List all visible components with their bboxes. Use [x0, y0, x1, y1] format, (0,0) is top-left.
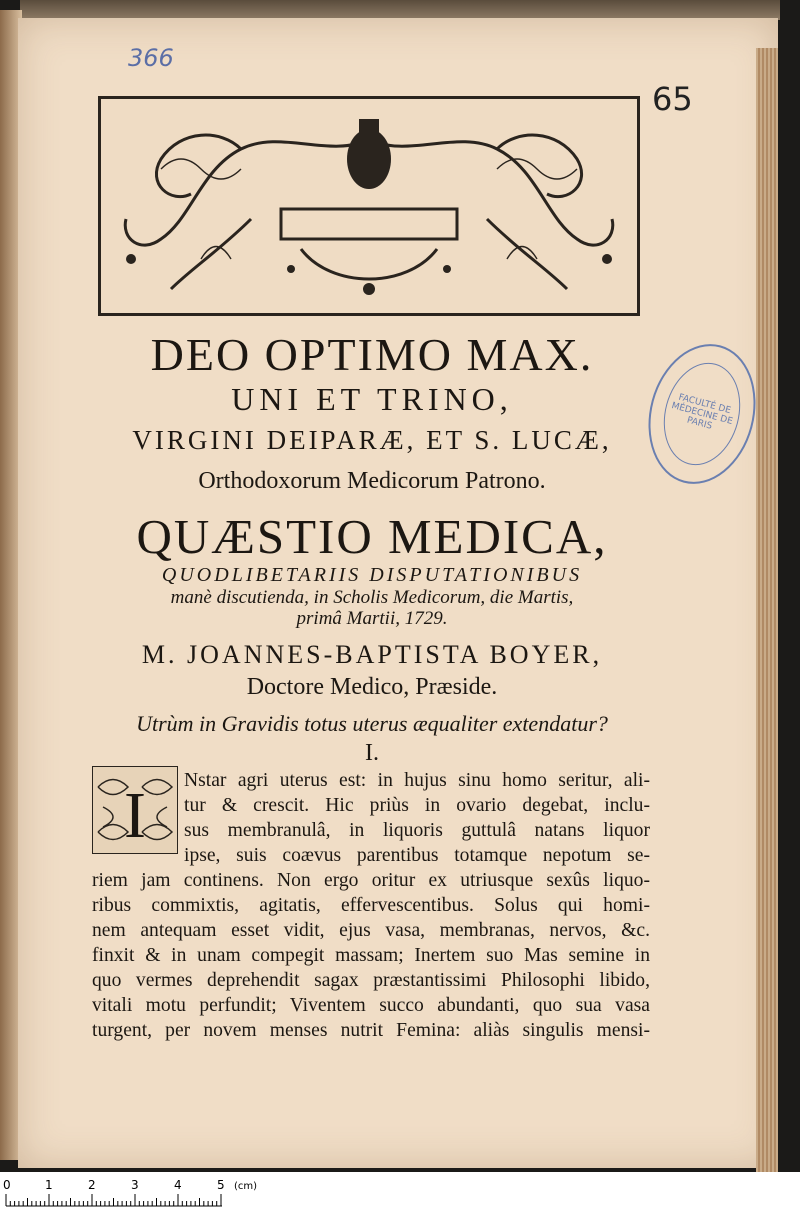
body-text-line: vitali motu perfundit; Viventem succo abundanti, quo sua vasa	[92, 995, 650, 1016]
dropcap-letter: I	[124, 779, 146, 852]
folio-annotation: 366	[128, 44, 174, 72]
body-text-line: Nstar agri uterus est: in hujus sinu homo seritur, ali-	[184, 770, 650, 791]
headpiece-ornament	[98, 96, 640, 316]
stamp-text: FACULTÉ DE MÉDECINE DE PARIS	[653, 354, 751, 474]
book-top-edge	[20, 0, 780, 20]
dedication-line-4: Orthodoxorum Medicorum Patrono.	[198, 468, 546, 494]
scale-ruler	[0, 1172, 800, 1215]
presider-title: Doctore Medico, Præside.	[246, 674, 498, 700]
ruler-label: 3	[131, 1178, 139, 1192]
body-text-line: quo vermes deprehendit sagax præstantissimi Philosophi libido,	[92, 970, 650, 991]
ruler-label: 1	[45, 1178, 53, 1192]
ruler-label: 2	[88, 1178, 96, 1192]
body-text-line: ipse, suis coævus parentibus totamque nepotum se-	[184, 845, 650, 866]
presider-name: M. JOANNES-BAPTISTA BOYER,	[141, 640, 603, 669]
dedication-line-3: VIRGINI DEIPARÆ, ET S. LUCÆ,	[132, 425, 612, 455]
subtitle-line-1: QUODLIBETARIIS DISPUTATIONIBUS	[161, 564, 583, 586]
body-text-line: finxit & in unam compegit massam; Inertem suo Mas semine in	[92, 945, 650, 966]
ruler-unit-label: (cm)	[234, 1181, 258, 1192]
ornament-engraving	[101, 99, 637, 313]
dedication-line-2: UNI ET TRINO,	[231, 381, 513, 417]
dedication-line-1: DEO OPTIMO MAX.	[150, 329, 594, 380]
document-title: QUÆSTIO MEDICA,	[136, 509, 608, 564]
body-text-line: nem antequam esset vidit, ejus vasa, membranas, nervos, &c.	[92, 920, 650, 941]
body-text-line: ribus commixtis, agitatis, effervescentibus. Solus qui homi-	[92, 895, 650, 916]
subtitle-line-2: manè discutienda, in Scholis Medicorum, die Martis,	[170, 587, 574, 608]
body-text-line: sus membranulâ, in liquoris guttulâ natans liquor	[184, 820, 650, 841]
question-heading: Utrùm in Gravidis totus uterus æqualiter extendatur?	[136, 711, 608, 736]
date-line: primâ Martii, 1729.	[296, 608, 448, 629]
dropcap-initial	[92, 766, 178, 854]
page-stack-edge	[756, 48, 778, 1188]
page-number: 65	[652, 80, 693, 118]
body-text-line: tur & crescit. Hic priùs in ovario degebat, inclu-	[184, 795, 650, 816]
ruler-label: 5	[217, 1178, 225, 1192]
ruler-label: 4	[174, 1178, 182, 1192]
body-text-line: riem jam continens. Non ergo oritur ex utriusque sexûs liquo-	[92, 870, 650, 891]
ruler-label: 0	[3, 1178, 11, 1192]
body-text-line: turgent, per novem menses nutrit Femina: aliàs singulis mensi-	[92, 1020, 650, 1041]
section-number: I.	[365, 740, 379, 766]
dropcap-foliage	[93, 767, 177, 853]
